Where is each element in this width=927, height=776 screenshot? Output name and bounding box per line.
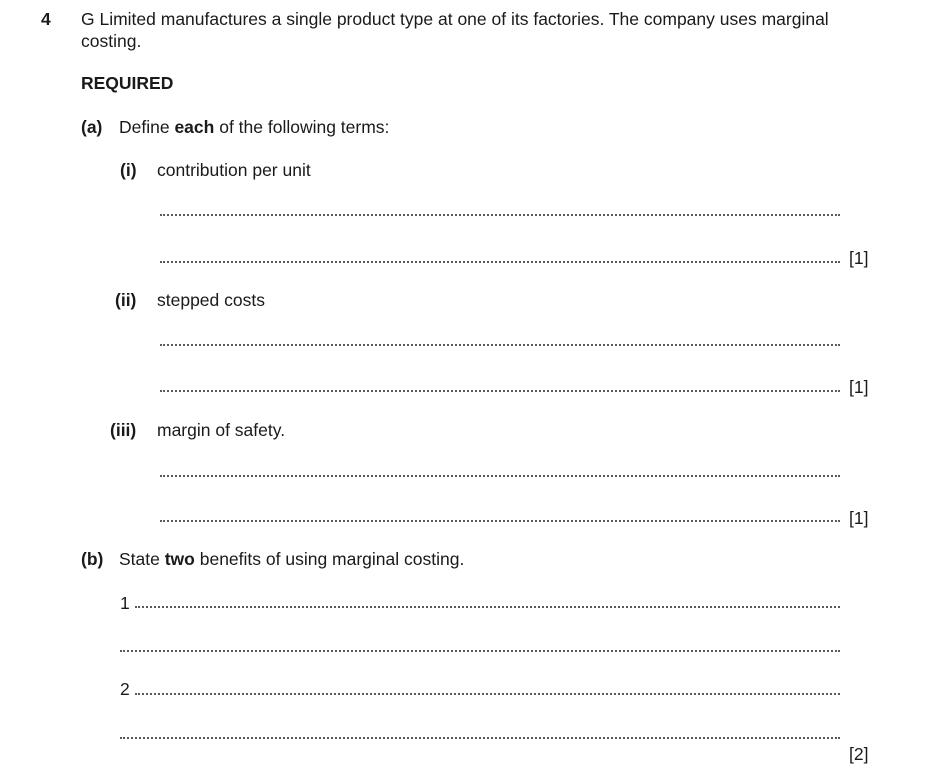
answer-line-ii-2[interactable] <box>160 390 840 392</box>
item-iii-term: margin of safety. <box>157 420 286 440</box>
answer-line-b2-2[interactable] <box>120 737 840 739</box>
answer-line-iii-1[interactable] <box>160 475 840 477</box>
part-b-text-bold: two <box>164 549 195 569</box>
item-i-label: (i) <box>120 160 137 180</box>
required-heading: REQUIRED <box>81 73 174 93</box>
question-stem-line-1: G Limited manufactures a single product type at one of its factories. The company uses marginal <box>81 9 829 29</box>
question-number: 4 <box>41 9 51 29</box>
part-b-text-pre: State <box>119 549 165 569</box>
item-ii-label: (ii) <box>115 290 137 310</box>
part-a-instruction <box>119 117 389 137</box>
question-stem-line-2: costing. <box>81 31 142 51</box>
answer-line-b1-2[interactable] <box>120 650 840 652</box>
part-b-label: (b) <box>81 549 104 569</box>
answer-line-i-2[interactable] <box>160 261 840 263</box>
answer-line-ii-1[interactable] <box>160 344 840 346</box>
item-iii-marks: [1] <box>849 508 869 528</box>
answer-line-b2-1[interactable] <box>135 693 840 695</box>
part-a-text-pre: Define <box>119 117 175 137</box>
item-i-marks: [1] <box>849 248 869 268</box>
item-ii-term: stepped costs <box>157 290 265 310</box>
answer-line-i-1[interactable] <box>160 214 840 216</box>
item-ii-marks: [1] <box>849 377 869 397</box>
part-a-label: (a) <box>81 117 103 137</box>
item-iii-label: (iii) <box>110 420 137 440</box>
part-a-text-bold: each <box>174 117 215 137</box>
part-b-text-post: benefits of using marginal costing. <box>194 549 465 569</box>
part-b-marks: [2] <box>849 744 869 764</box>
answer-line-b1-1[interactable] <box>135 606 840 608</box>
part-b-instruction <box>119 549 464 569</box>
benefit-2-number: 2 <box>120 679 130 699</box>
benefit-1-number: 1 <box>120 593 130 613</box>
item-i-term: contribution per unit <box>157 160 311 180</box>
answer-line-iii-2[interactable] <box>160 520 840 522</box>
part-a-text-post: of the following terms: <box>214 117 390 137</box>
